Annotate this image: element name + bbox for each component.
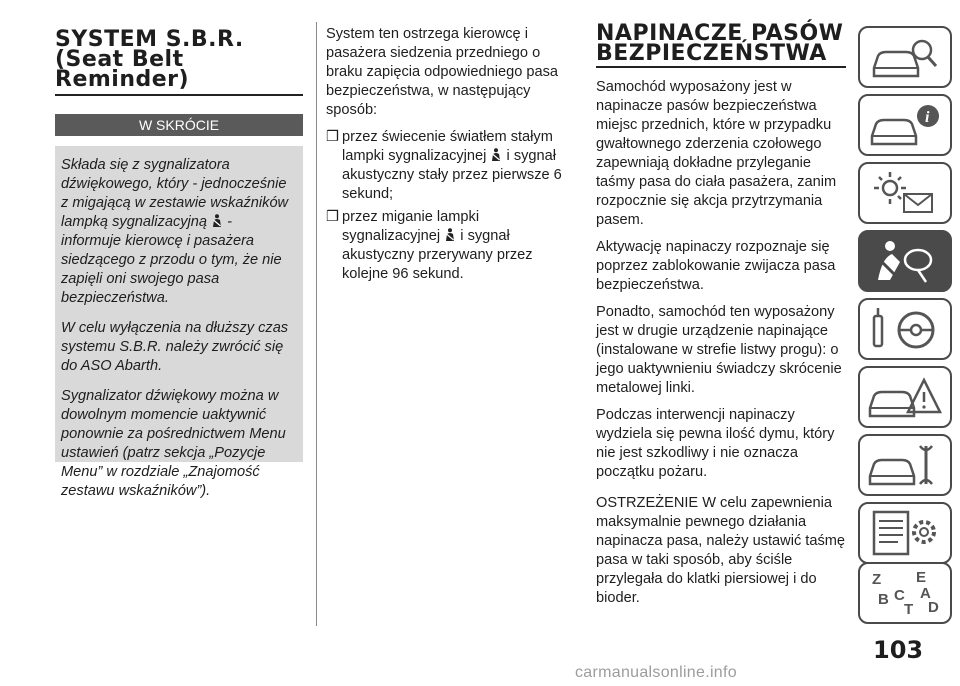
section-title-pretensioners bbox=[596, 21, 846, 66]
tab-warning-lights[interactable] bbox=[858, 162, 952, 224]
title-line: (Seat Belt bbox=[55, 47, 184, 72]
summary-box bbox=[55, 146, 303, 499]
list-item bbox=[326, 128, 576, 204]
warning-lights-icon bbox=[860, 164, 950, 222]
bullet-mark: ❒ bbox=[326, 129, 340, 145]
steering-wheel-icon bbox=[860, 300, 950, 358]
list-item-text bbox=[342, 128, 576, 204]
section-title-sbr bbox=[55, 27, 303, 92]
car-search-icon bbox=[860, 28, 950, 86]
summary-paragraph bbox=[61, 156, 293, 308]
column-divider bbox=[316, 22, 317, 626]
body-paragraph: Aktywację napinaczy rozpoznaje się poprzez zablokowanie zwijacza pasa bezpieczeństwa. bbox=[596, 239, 836, 293]
bullet-mark: ❒ bbox=[326, 209, 340, 225]
box-title: W SKRÓCIE bbox=[55, 114, 303, 136]
seat-belt-warning-icon bbox=[444, 228, 456, 242]
intro-paragraph: System ten ostrzega kierowcę i pasażera siedzenia przedniego o braku zapięcia odpowiedniego pasa bezpieczeństwa, w następujący sposób: bbox=[326, 26, 559, 118]
page-number: 103 bbox=[873, 636, 924, 664]
watermark: carmanualsonline.info bbox=[575, 664, 737, 681]
car-emergency-icon bbox=[860, 368, 950, 426]
warning-paragraph: OSTRZEŻENIE W celu zapewnienia maksymalnie pewnego działania napinacza pasa, należy ustawić taśmę pasa w taki sposób, aby ściśle przylegała do klatki piersiowej i do bioder. bbox=[596, 495, 846, 606]
title-line: NAPINACZE PASÓW bbox=[596, 21, 844, 46]
list-item bbox=[326, 208, 576, 284]
body-paragraph: Ponadto, samochód ten wyposażony jest w drugie urządzenie napinające (instalowane w strefie listwy progu): o jego uaktywnieniu świadczy skrócenie metalowej linki. bbox=[596, 304, 842, 396]
tab-index[interactable] bbox=[858, 562, 952, 624]
summary-text: - informuje kierowcę i pasażera siedzącego z przodu o tym, że nie zapięli oni swojego pasa bezpieczeństwa. bbox=[61, 214, 282, 306]
body-paragraph: Samochód wyposażony jest w napinacze pasów bezpieczeństwa miejsc przednich, które w przypadku gwałtownego zderzenia czołowego zapewniają dokładne przyleganie taśmy pasa do ciała pasażera, zanim rozpocznie się akcja przytrzymania pasem. bbox=[596, 79, 837, 228]
index-letter: T bbox=[904, 601, 914, 618]
summary-paragraph: W celu wyłączenia na dłuższy czas systemu S.B.R. należy zwrócić się do ASO Abarth. bbox=[61, 320, 289, 374]
list-text: i sygnał akustyczny stały przez pierwsze 6 sekund; bbox=[342, 148, 562, 202]
tab-technical-data[interactable] bbox=[858, 502, 952, 564]
index-letter: C bbox=[894, 587, 905, 604]
tab-car-search[interactable] bbox=[858, 26, 952, 88]
tab-maintenance[interactable] bbox=[858, 434, 952, 496]
title-line: BEZPIECZEŃSTWA bbox=[596, 41, 827, 66]
body-text bbox=[596, 78, 846, 608]
left-column bbox=[55, 0, 303, 499]
tab-car-info[interactable] bbox=[858, 94, 952, 156]
index-letter: D bbox=[928, 599, 939, 616]
body-paragraph: Podczas interwencji napinaczy wydziela się pewna ilość dymu, który nie jest szkodliwy i nie oznacza początku pożaru. bbox=[596, 407, 835, 480]
index-letter: E bbox=[916, 569, 927, 586]
middle-column bbox=[326, 25, 576, 288]
summary-paragraph: Sygnalizator dźwiękowy można w dowolnym momencie uaktywnić ponownie za pośrednictwem Menu ustawień (patrz sekcja „Pozycje Menu” w rozdziale „Znajomość zestawu wskaźników”). bbox=[61, 388, 286, 499]
list-text: przez świecenie światłem stałym lampki sygnalizacyjnej bbox=[342, 129, 553, 164]
index-letter: A bbox=[920, 585, 931, 602]
technical-data-icon bbox=[860, 504, 950, 562]
right-column bbox=[596, 0, 846, 616]
alphabetical-index-icon bbox=[860, 564, 950, 622]
tab-starting-driving[interactable] bbox=[858, 298, 952, 360]
list-item-text bbox=[342, 208, 576, 284]
tab-safety[interactable] bbox=[858, 230, 952, 292]
list-text: i sygnał akustyczny przerywany przez kolejne 96 sekund. bbox=[342, 228, 533, 282]
tab-emergency[interactable] bbox=[858, 366, 952, 428]
car-maintenance-icon bbox=[860, 436, 950, 494]
seat-belt-warning-icon bbox=[490, 148, 502, 162]
title-line: SYSTEM S.B.R. bbox=[55, 27, 244, 52]
svg-text:i: i bbox=[925, 109, 930, 126]
title-line: Reminder) bbox=[55, 67, 190, 92]
seat-belt-warning-icon bbox=[211, 214, 223, 228]
car-info-icon bbox=[860, 96, 950, 154]
seat-belt-airbag-icon bbox=[860, 232, 950, 290]
list-text: przez miganie lampki sygnalizacyjnej bbox=[342, 209, 480, 244]
index-letter: Z bbox=[872, 571, 882, 588]
summary-text: Składa się z sygnalizatora dźwiękowego, który - jednocześnie z migającą w zestawie wskaźników lampką sygnalizacyjną bbox=[61, 157, 289, 230]
index-letter: B bbox=[878, 591, 889, 608]
